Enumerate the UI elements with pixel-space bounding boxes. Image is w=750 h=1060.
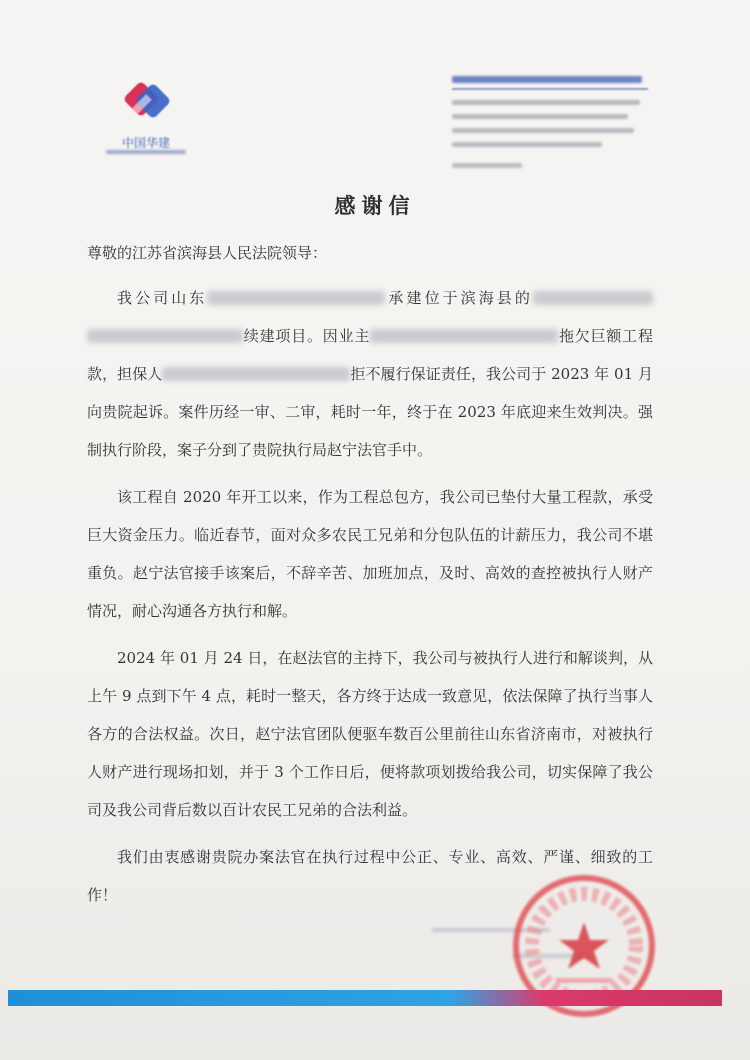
p1-text-a: 我公司山东 — [117, 289, 208, 307]
letterhead-info-blurred — [452, 76, 652, 177]
footer-color-bar — [8, 990, 722, 1006]
letterhead-website — [452, 163, 522, 168]
letterhead-rule — [452, 88, 648, 90]
letterhead-line — [452, 114, 628, 119]
p1-text-e: 拒不履行保证责任，我公司于 2023 年 01 月向贵院起诉。案件历经一审、二审，耗时一年，终于在 2023 年底迎来生效判决。强制执行阶段，案子分到了贵院执行局赵宁法官手中。 — [87, 365, 653, 459]
p1-text-b: 承建位于滨海县的 — [385, 289, 533, 307]
letterhead-company-name — [452, 76, 642, 83]
redacted-project-name — [87, 329, 243, 343]
letterhead-line — [452, 100, 640, 105]
redacted-project-name — [533, 291, 653, 305]
redacted-guarantor-name — [162, 367, 350, 381]
letterhead-line — [452, 142, 602, 147]
paragraph-1 — [87, 279, 653, 469]
logo-mark-icon — [98, 78, 188, 134]
p1-text-d: 拖欠巨额工程款，担保人 — [87, 327, 653, 383]
p1-text-c: 续建项目。因业主 — [243, 327, 371, 345]
letter-title: 感谢信 — [334, 193, 416, 218]
redacted-company-name — [207, 291, 385, 305]
paragraph-2: 该工程自 2020 年开工以来，作为工程总包方，我公司已垫付大量工程款，承受巨大资金压力。临近春节，面对众多农民工兄弟和分包队伍的计薪压力，我公司不堪重负。赵宁法官接手该案后，不辞辛苦、加班加点，及时、高效的查控被执行人财产情况，耐心沟通各方执行和解。 — [87, 488, 653, 620]
logo-text: 中国华建 — [121, 136, 170, 150]
redacted-owner-name — [370, 329, 558, 343]
letter-greeting: 尊敬的江苏省滨海县人民法院领导： — [87, 244, 328, 262]
logo-subtitle-blurred — [106, 150, 186, 154]
letterhead-line — [452, 128, 634, 133]
letter-body — [87, 270, 653, 914]
paragraph-4: 我们由衷感谢贵院办案法官在执行过程中公正、专业、高效、严谨、细致的工作！ — [87, 848, 653, 904]
company-logo — [92, 78, 202, 168]
paragraph-3: 2024 年 01 月 24 日，在赵法官的主持下，我公司与被执行人进行和解谈判，从上午 9 点到下午 4 点，耗时一整天，各方终于达成一致意见，依法保障了执行当事人各方的合法权益。次日，赵宁法官团队便驱车数百公里前往山东省济南市，对被执行人财产进行现场扣划，并于 3 个工作日后，便将款项划拨给我公司，切实保障了我公司及我公司背后数以百计农民工兄弟的合法利益。 — [87, 649, 653, 819]
